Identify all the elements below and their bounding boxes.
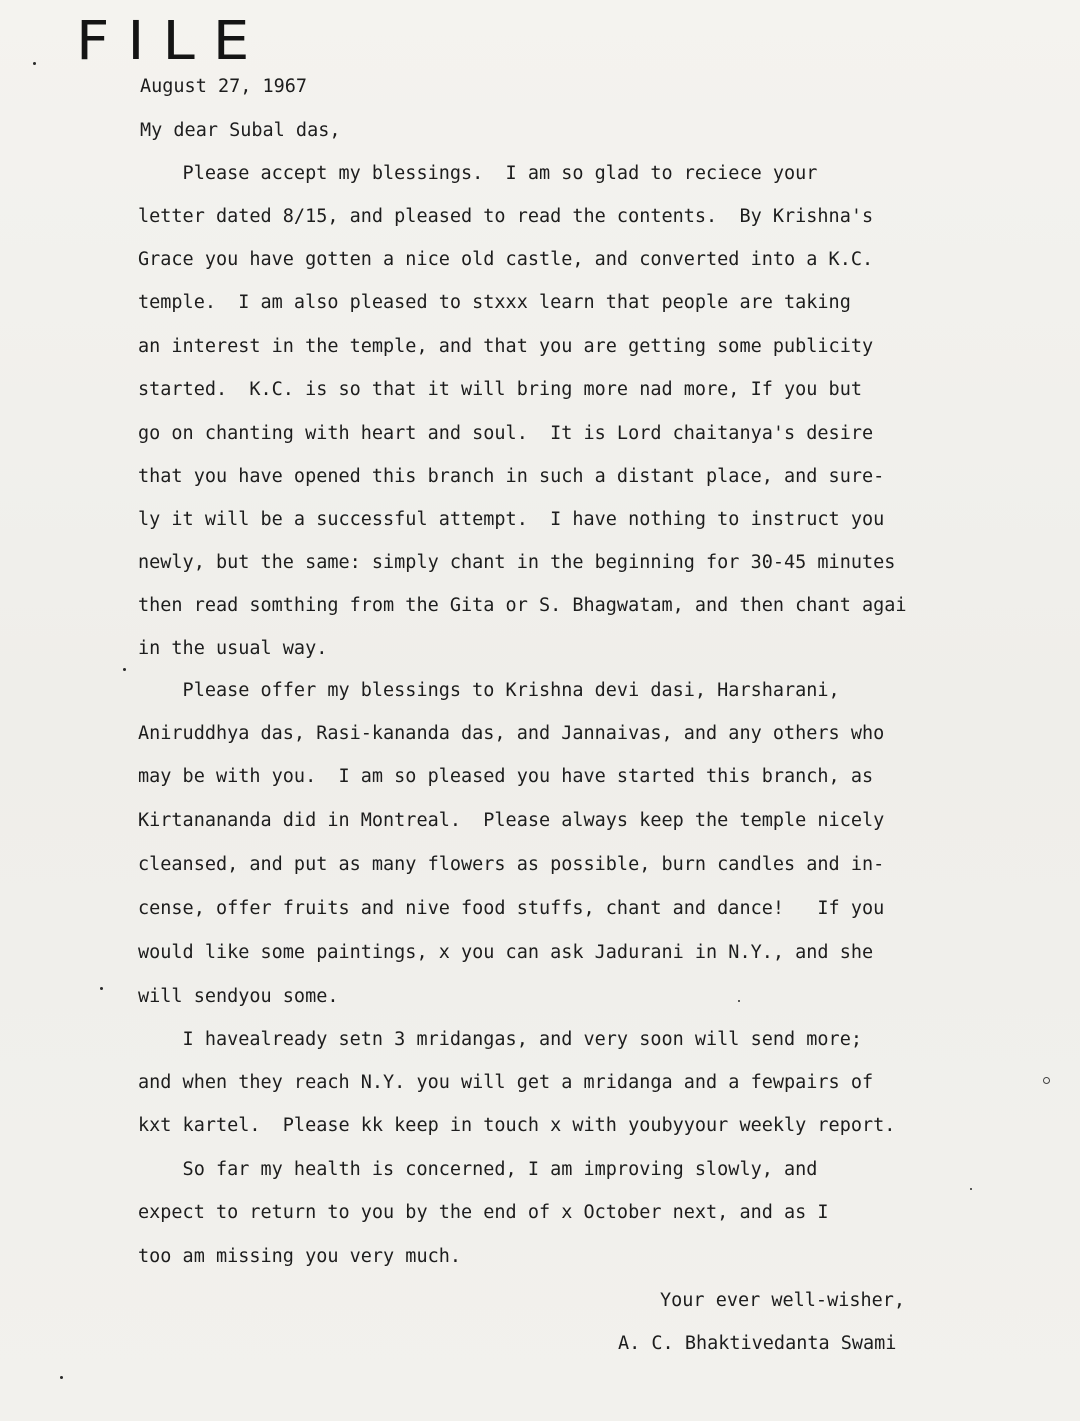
paragraph-1-line: started. K.C. is so that it will bring more nad more, If you but: [138, 379, 862, 400]
paragraph-1-line: that you have opened this branch in such a distant place, and sure-: [138, 466, 885, 487]
paragraph-1-line: ly it will be a successful attempt. I have nothing to instruct you: [138, 509, 885, 530]
paragraph-4-line: So far my health is concerned, I am improving slowly, and: [138, 1159, 818, 1180]
paragraph-1-line: an interest in the temple, and that you are getting some publicity: [138, 336, 874, 357]
paragraph-1-line: in the usual way.: [138, 638, 328, 659]
file-stamp: FILE: [76, 9, 268, 72]
paragraph-1-line: temple. I am also pleased to stxxx learn that people are taking: [138, 292, 851, 313]
paper-speck: [33, 62, 36, 65]
paper-speck: [738, 1000, 740, 1002]
paper-speck: [970, 1188, 972, 1190]
paragraph-1-line: letter dated 8/15, and pleased to read the contents. By Krishna's: [138, 206, 874, 227]
paragraph-1-line: go on chanting with heart and soul. It is Lord chaitanya's desire: [138, 423, 874, 444]
paragraph-1-line: newly, but the same: simply chant in the beginning for 30-45 minutes: [138, 552, 896, 573]
paper-speck: [100, 987, 103, 990]
paper-speck: [123, 668, 126, 671]
letter-closing: Your ever well-wisher,: [660, 1290, 906, 1311]
paragraph-1-line: Grace you have gotten a nice old castle, and converted into a K.C.: [138, 249, 874, 270]
paragraph-2-line: cleansed, and put as many flowers as possible, burn candles and in-: [138, 854, 885, 875]
letter-signature: A. C. Bhaktivedanta Swami: [618, 1333, 897, 1354]
paragraph-4-line: expect to return to you by the end of x October next, and as I: [138, 1202, 829, 1223]
paragraph-2-line: would like some paintings, x you can ask Jadurani in N.Y., and she: [138, 942, 874, 963]
letter-date: August 27, 1967: [140, 76, 308, 97]
paper-speck: [60, 1376, 63, 1379]
paper-ring-mark: [1043, 1077, 1050, 1084]
paragraph-2-line: Please offer my blessings to Krishna devi dasi, Harsharani,: [138, 680, 840, 701]
paragraph-3-line: kxt kartel. Please kk keep in touch x with youbyyour weekly report.: [138, 1115, 896, 1136]
paragraph-3-line: and when they reach N.Y. you will get a mridanga and a fewpairs of: [138, 1072, 874, 1093]
paragraph-2-line: Kirtanananda did in Montreal. Please always keep the temple nicely: [138, 810, 885, 831]
paragraph-1-line: Please accept my blessings. I am so glad to reciece your: [138, 163, 818, 184]
paragraph-4-line: too am missing you very much.: [138, 1246, 462, 1267]
paragraph-2-line: cense, offer fruits and nive food stuffs, chant and dance! If you: [138, 898, 885, 919]
paragraph-2-line: may be with you. I am so pleased you have started this branch, as: [138, 766, 874, 787]
paragraph-3-line: I havealready setn 3 mridangas, and very soon will send more;: [138, 1029, 862, 1050]
paragraph-2-line: Aniruddhya das, Rasi-kananda das, and Jannaivas, and any others who: [138, 723, 885, 744]
letter-salutation: My dear Subal das,: [140, 120, 341, 141]
paragraph-1-line: then read somthing from the Gita or S. Bhagwatam, and then chant agai: [138, 595, 907, 616]
paragraph-2-line: will sendyou some.: [138, 986, 339, 1007]
